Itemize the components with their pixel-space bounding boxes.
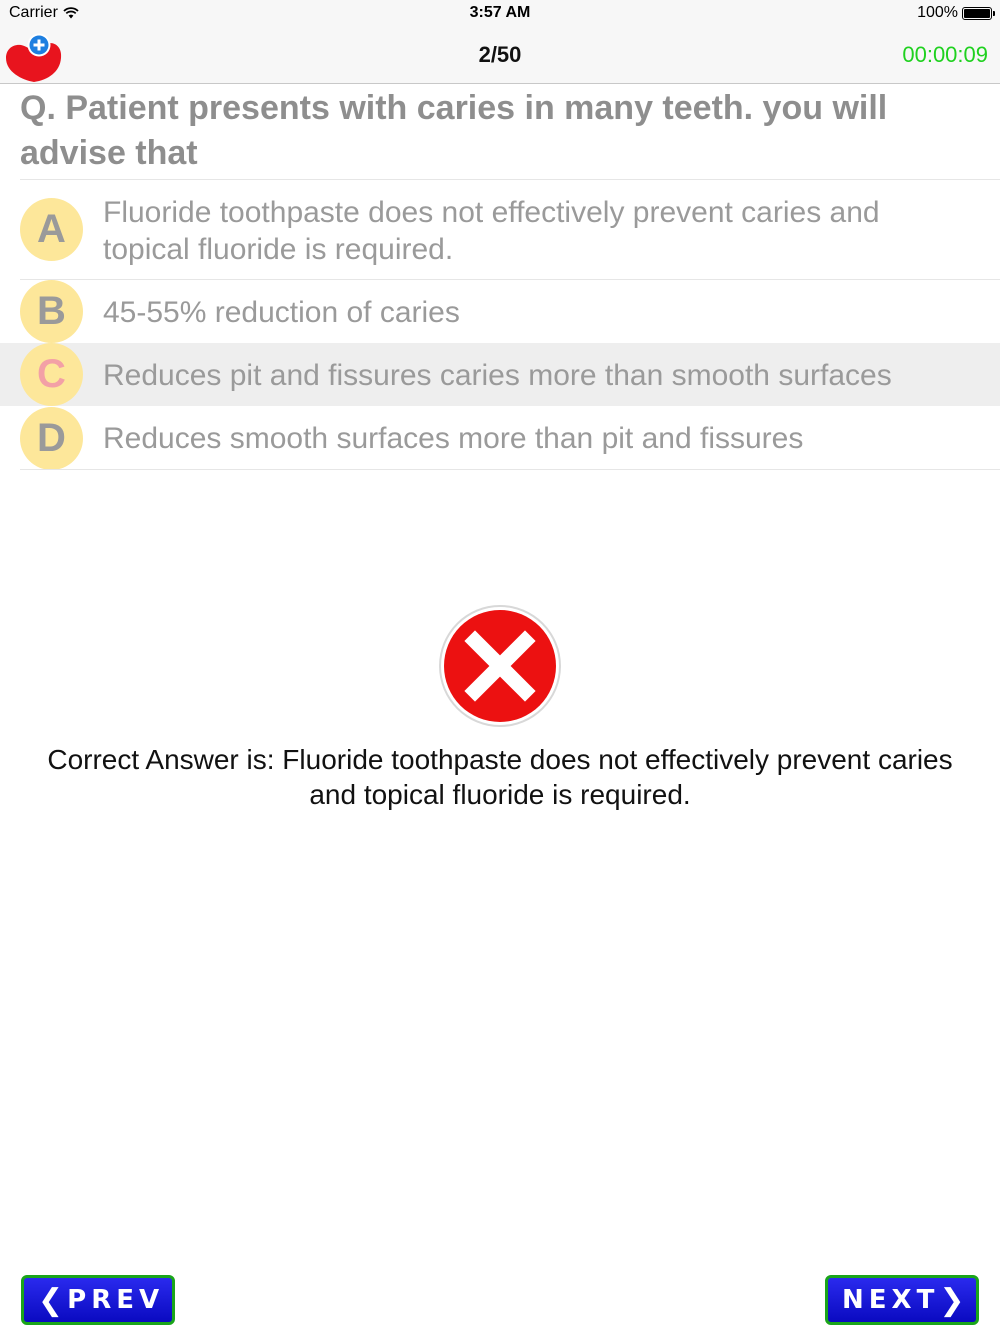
status-time: 3:57 AM (469, 4, 531, 21)
next-button[interactable] (825, 1275, 979, 1325)
option-d[interactable] (0, 406, 1000, 470)
chevron-left-icon: ❮ (38, 1282, 64, 1318)
prev-button-label: PREV (67, 1285, 165, 1315)
question-counter: 2/50 (478, 42, 522, 67)
question-text: Q. Patient presents with caries in many teeth. you will advise that (20, 89, 888, 172)
carrier-label: Carrier (9, 4, 58, 21)
correct-answer-text: Correct Answer is: Fluoride toothpaste does not effectively prevent caries and topical fluoride is required. (47, 744, 953, 810)
battery-percent: 100% (917, 4, 958, 21)
option-b-text: 45-55% reduction of caries (103, 296, 460, 329)
battery-status (917, 4, 992, 22)
battery-icon (962, 7, 992, 20)
option-d-text: Reduces smooth surfaces more than pit and fissures (103, 422, 804, 455)
option-c-badge: C (20, 343, 83, 406)
option-d-badge: D (20, 407, 83, 470)
option-c[interactable] (0, 343, 1000, 406)
nav-bar (0, 28, 1000, 84)
prev-button[interactable] (21, 1275, 175, 1325)
option-divider (20, 469, 1000, 470)
add-favorite-heart-icon[interactable] (4, 30, 64, 84)
next-button-label: NEXT (842, 1285, 940, 1315)
option-a-badge: A (20, 198, 83, 261)
option-a[interactable] (0, 180, 1000, 280)
option-a-text: Fluoride toothpaste does not effectively prevent caries and topical fluoride is required. (103, 196, 880, 266)
option-b[interactable] (0, 280, 1000, 343)
quiz-timer: 00:00:09 (902, 42, 988, 67)
option-b-badge: B (20, 280, 83, 343)
wrong-answer-icon (437, 603, 563, 729)
chevron-right-icon: ❯ (939, 1282, 965, 1318)
option-c-text: Reduces pit and fissures caries more than smooth surfaces (103, 359, 892, 392)
status-bar (0, 0, 1000, 28)
